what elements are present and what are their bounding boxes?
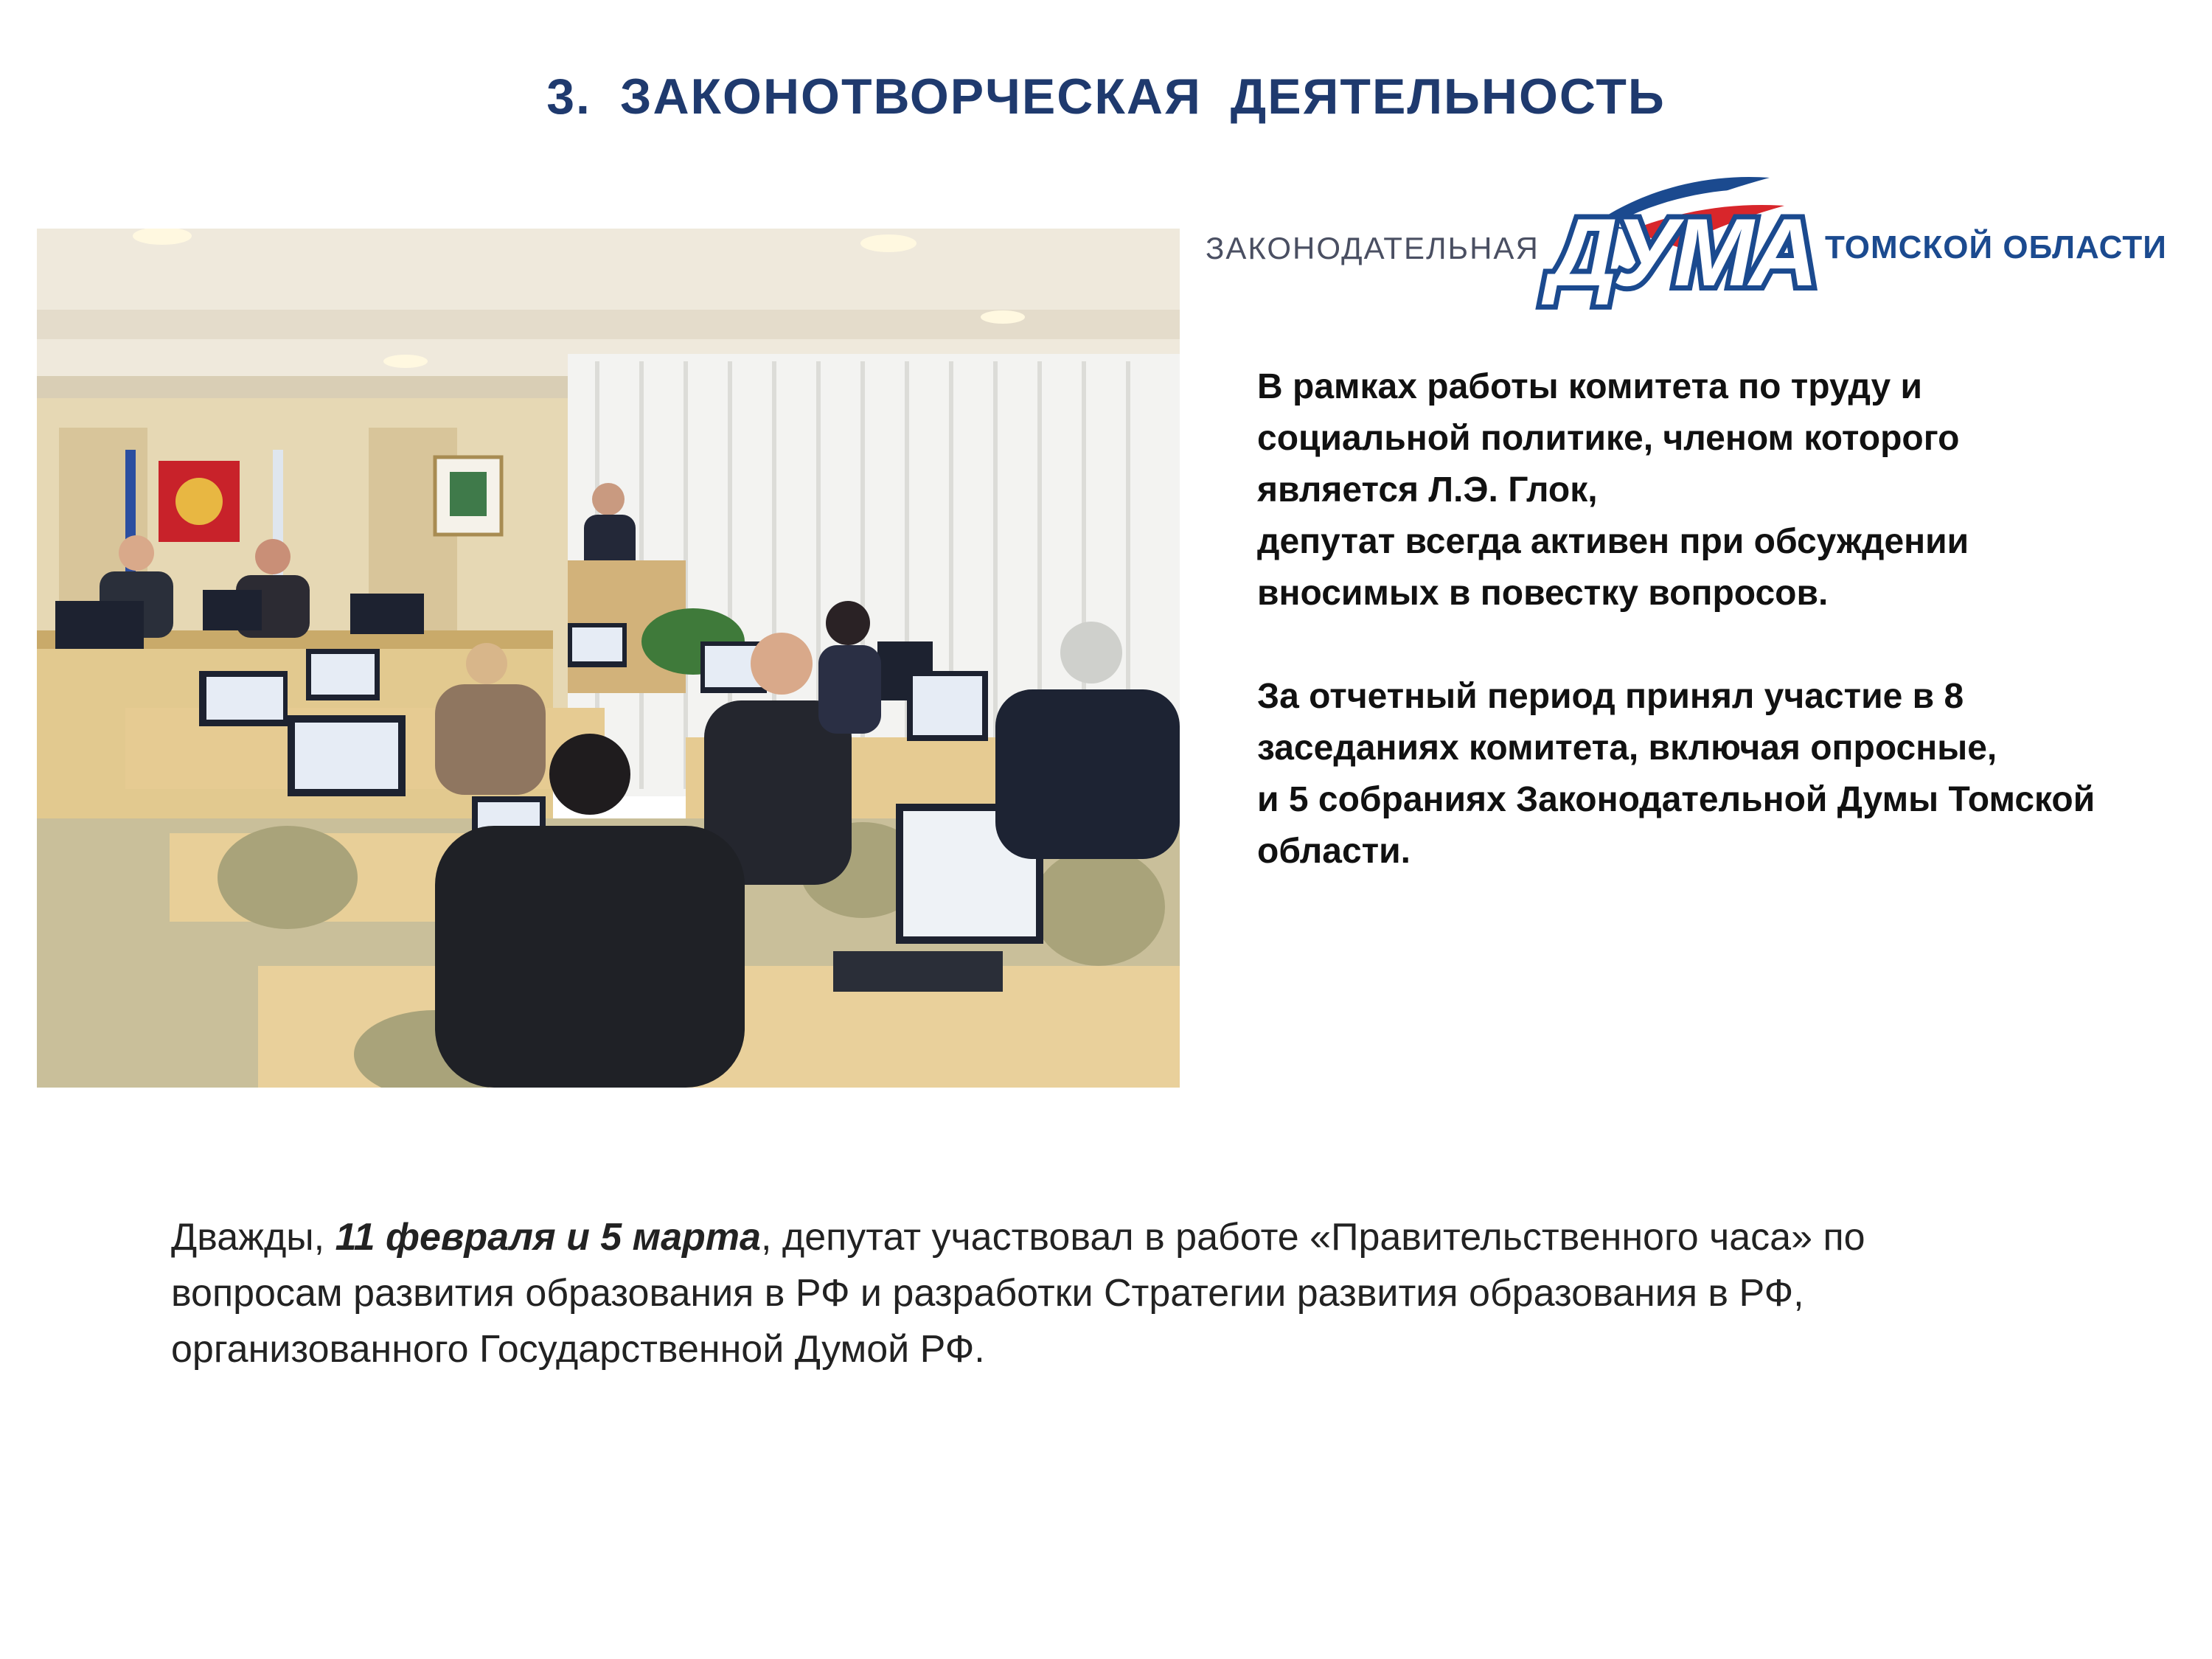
government-hour-text (171, 1209, 2088, 1377)
text-line: вносимых в повестку вопросов. (1257, 574, 1829, 613)
logo-right-text: ТОМСКОЙ ОБЛАСТИ (1825, 229, 2167, 265)
meeting-photo (37, 229, 1180, 1088)
text-line: За отчетный период принял участие в 8 (1257, 677, 1964, 716)
text-line: является Л.Э. Глок, (1257, 470, 1598, 509)
bottom-line-3: организованного Государственной Думой РФ. (171, 1328, 985, 1371)
logo-duma-text: ДУМА (1548, 198, 1815, 306)
text-line: и 5 собраниях Законодательной Думы Томской (1257, 780, 2096, 819)
text-line: депутат всегда активен при обсуждении (1257, 522, 1969, 561)
page-title: 3. ЗАКОНОТВОРЧЕСКАЯ ДЕЯТЕЛЬНОСТЬ (546, 69, 1666, 125)
bottom-rest: , депутат участвовал в работе «Правительственного часа» по (760, 1216, 1865, 1259)
bottom-line-1 (171, 1209, 2088, 1265)
bottom-line-2: вопросам развития образования в РФ и разработки Стратегии развития образования в РФ, (171, 1272, 1804, 1315)
text-line: В рамках работы комитета по труду и (1257, 367, 1923, 406)
committee-text (1257, 361, 2186, 877)
text-line: области. (1257, 832, 1411, 871)
bottom-prefix: Дважды, (171, 1216, 335, 1259)
logo-left-text: ЗАКОНОДАТЕЛЬНАЯ (1206, 231, 1540, 265)
duma-logo (1202, 159, 2183, 306)
text-line: заседаниях комитета, включая опросные, (1257, 728, 1997, 768)
text-line: социальной политике, членом которого (1257, 419, 1960, 458)
bottom-dates: 11 февраля и 5 марта (335, 1216, 761, 1259)
